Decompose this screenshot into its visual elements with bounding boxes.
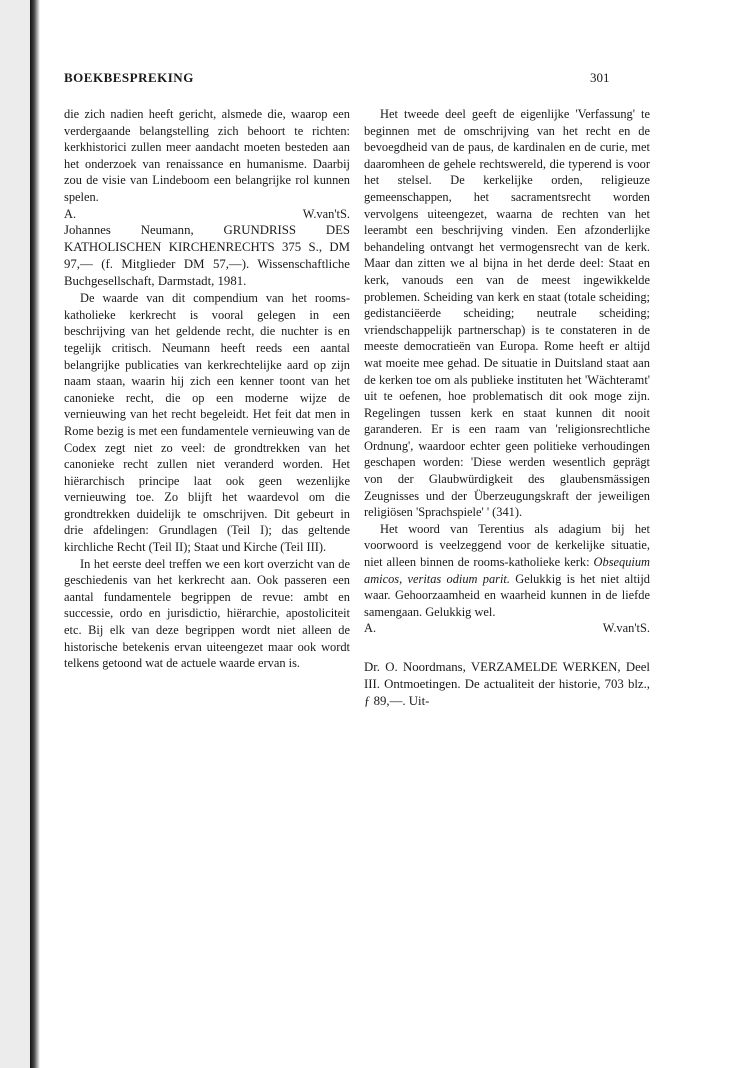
book-entry: Johannes Neumann, GRUNDRISS DES KATHOLISCHEN KIRCHENRECHTS 375 S., DM 97,— (f. Mitglieder DM 57,—). Wissenschaftliche Buchgesellschaft, Darmstadt, 1981.: [64, 223, 350, 289]
right-column: [364, 106, 650, 710]
paragraph: Het tweede deel geeft de eigenlijke 'Verfassung' te beginnen met de omschrijving van het recht en de bevoegdheid van de paus, de kardinalen en de curie, met daaromheen de gehele rechtswereld, die typerend is voor het stelsel. De kerkelijke orden, religieuze gemeenschappen, het sacramentsrecht worden vervolgens uiteengezet, waarna de rechten van het leerambt een beschrijving vinden. Een afzonderlijke behandeling ontvangt het vermogensrecht van de kerk. Maar dan zitten we al bijna in het derde deel: Staat en kerk, vanouds een van de meest ingewikkelde problemen. Scheiding van kerk en staat (totale scheiding; gedistanciëerde scheiding; neutrale scheiding; vriendschappelijk partnerschap) is te constateren in de meeste democratieën van Europa. Rome heeft er altijd wat moeite mee gehad. De situatie in Duitsland staat aan de kerken toe om als publieke instituten het 'Wächteramt' uit te oefenen, hoe problematisch dit ook moge zijn. Regelingen tussen kerk en staat kunnen dit nooit garanderen. Er is een raam van 'religionsrechtliche Ordnung', waardoor echter geen politieke verhoudingen geschapen worden: 'Diese werden wesentlich geprägt von der Glaubwürdigkeit des glaubensmässigen Zeugnisses und der Überzeugungskraft der jeweiligen religiösen 'Sprachspiele' ' (341).: [364, 107, 650, 520]
review-signature: [64, 206, 350, 223]
book-entry: Dr. O. Noordmans, VERZAMELDE WERKEN, Deel III. Ontmoetingen. De actualiteit der historie, 703 blz., ƒ 89,—. Uit-: [364, 660, 650, 708]
latin-quote: Obsequium amicos, veritas odium parit.: [364, 555, 650, 586]
page-number: 301: [590, 70, 610, 85]
signature-name: W.van'tS.: [602, 621, 650, 636]
signature-name: W.van'tS.: [302, 206, 350, 221]
paragraph: In het eerste deel treffen we een kort overzicht van de geschiedenis van het kerkrecht aan. Ook passeren een aantal fundamentele begrippen de revue: ambt en successie, ordo en jurisdictio, hiërarchie, apostoliciteit etc. Bij elk van deze begrippen wordt niet alleen de historische betekenis ervan uiteengezet maar ook wordt telkens getoond wat de actuele waarde ervan is.: [64, 556, 350, 671]
signature-initial: A.: [64, 206, 77, 221]
paragraph: [364, 521, 650, 621]
paragraph-text: Gelukkig is het niet altijd waar. Gehoorzaamheid en waarheid kunnen in de liefde samengaan. Gelukkig wel.: [364, 571, 650, 619]
scan-edge: [0, 0, 34, 1068]
paragraph-text: Het woord van Terentius als adagium bij het voorwoord is veelzeggend voor de kerkelijke situatie, niet alleen binnen de rooms-katholieke kerk:: [364, 521, 650, 570]
paragraph: De waarde van dit compendium van het rooms-katholieke kerkrecht is vooral gelegen in een beschrijving van het geldende recht, die nuchter is en tegelijk critisch. Neumann heeft reeds een aantal belangrijke publicaties van kerkrechtelijke aard op zijn naam staan, waarin hij zich een kenner toont van het canonieke recht, die op een moderne wijze de vernieuwing van het recht begeleidt. Het feit dat men in Rome bezig is met een fundamentele vernieuwing van de Codex zegt niet zo veel: de grondtrekken van het canonieke recht zullen niet veranderd worden. Het hiërarchisch principe laat ook geen wezenlijke vernieuwing toe. Zo blijft het waardevol om die grondtrekken duidelijk te omschrijven. Dit gebeurt in drie afdelingen: Grundlagen (Teil I); das geltende kirchliche Recht (Teil II); Staat und Kirche (Teil III).: [64, 291, 350, 555]
review-signature: [364, 620, 650, 637]
section-title: BOEKBESPREKING: [64, 70, 194, 85]
paragraph: die zich nadien heeft gericht, alsmede die, waarop een verdergaande belangstelling zich behoort te richten: kerkhistorici zullen meer aandacht moeten besteden aan het onderzoek van renaissance en humanisme. Daarbij zou de visie van Lindeboom een belangrijke rol kunnen spelen.: [64, 107, 350, 204]
left-column: [64, 106, 350, 672]
scan-edge-shadow: [30, 0, 40, 1068]
signature-initial: A.: [364, 621, 377, 636]
